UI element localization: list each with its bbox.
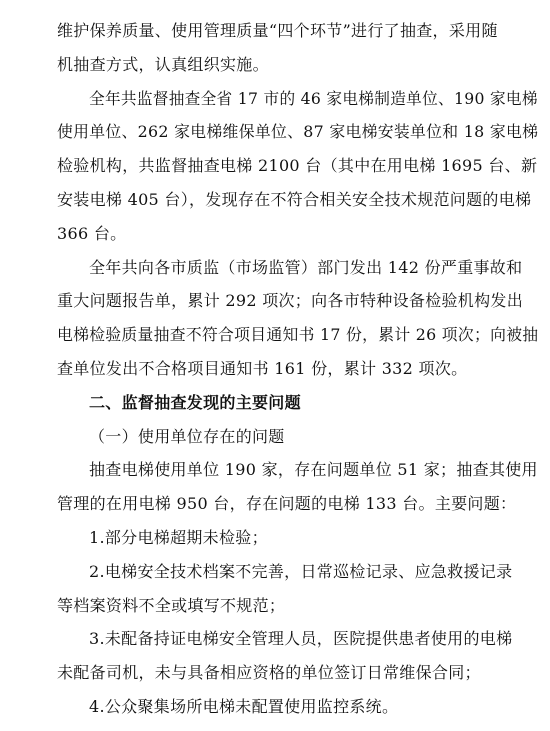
paragraph-line: 管理的在用电梯 950 台，存在问题的电梯 133 台。主要问题： — [57, 494, 517, 513]
paragraph-line: 查单位发出不合格项目通知书 161 份，累计 332 项次。 — [57, 359, 468, 378]
paragraph-line: 电梯检验质量抽查不符合项目通知书 17 份，累计 26 项次；向被抽 — [57, 325, 539, 344]
paragraph-line: 检验机构，共监督抽查电梯 2100 台（其中在用电梯 1695 台、新 — [57, 156, 538, 175]
paragraph-line: 维护保养质量、使用管理质量“四个环节”进行了抽查，采用随 — [57, 21, 498, 40]
list-item: 1.部分电梯超期未检验； — [89, 528, 268, 547]
subsection-heading: （一）使用单位存在的问题 — [89, 427, 285, 446]
paragraph-line: 使用单位、262 家电梯维保单位、87 家电梯安装单位和 18 家电梯 — [57, 122, 539, 141]
paragraph-line: 机抽查方式，认真组织实施。 — [57, 55, 269, 74]
section-heading: 二、监督抽查发现的主要问题 — [89, 393, 301, 412]
list-item: 4.公众聚集场所电梯未配置使用监控系统。 — [89, 697, 399, 716]
paragraph-line: 抽查电梯使用单位 190 家，存在问题单位 51 家；抽查其使用 — [89, 460, 538, 479]
paragraph-line: 全年共向各市质监（市场监管）部门发出 142 份严重事故和 — [89, 258, 523, 277]
paragraph-line: 全年共监督抽查全省 17 市的 46 家电梯制造单位、190 家电梯 — [89, 89, 538, 108]
list-item-continuation: 等档案资料不全或填写不规范； — [57, 596, 286, 615]
paragraph-line: 366 台。 — [57, 224, 127, 243]
list-item: 未配备司机，未与具备相应资格的单位签订日常维保合同； — [57, 663, 481, 682]
paragraph-line: 安装电梯 405 台），发现存在不符合相关安全技术规范问题的电梯 — [57, 190, 532, 209]
list-item: 3.未配备持证电梯安全管理人员，医院提供患者使用的电梯 — [89, 629, 513, 648]
list-item: 2.电梯安全技术档案不完善，日常巡检记录、应急救援记录 — [89, 562, 513, 581]
paragraph-line: 重大问题报告单，累计 292 项次；向各市特种设备检验机构发出 — [57, 291, 524, 310]
